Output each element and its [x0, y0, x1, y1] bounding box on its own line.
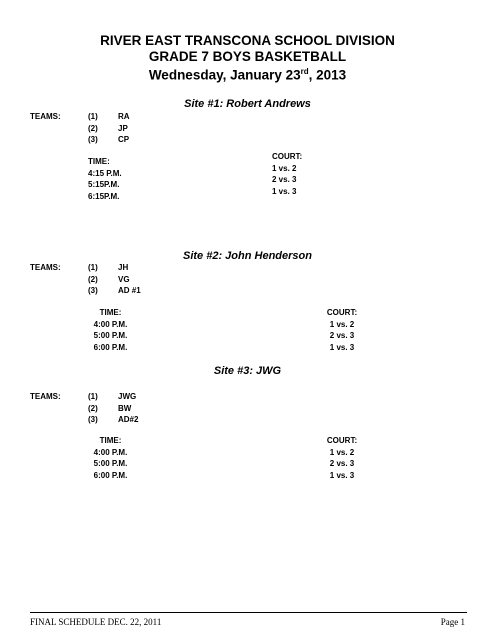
- page-number: Page 1: [440, 617, 465, 627]
- team-name: JP: [118, 123, 128, 133]
- court-header: COURT:: [272, 152, 303, 161]
- team-name: VG: [118, 274, 130, 284]
- site-2-time-column: [82, 307, 139, 353]
- time-slot: 4:15 P.M.: [88, 168, 122, 178]
- team-name: CP: [118, 135, 130, 144]
- team-name: AD #1: [118, 286, 141, 295]
- time-slot: 6:15P.M.: [88, 191, 120, 201]
- team-number: (2): [88, 403, 98, 413]
- team-name: AD#2: [118, 415, 139, 424]
- court-header: COURT:: [326, 436, 358, 445]
- court-matchup: 1 vs. 3: [272, 186, 297, 196]
- team-row: [88, 262, 141, 274]
- time-slot: 5:15P.M.: [88, 180, 120, 189]
- team-row: [88, 111, 130, 123]
- site-2-team-list: [88, 262, 141, 297]
- site-1-title: Site #1: Robert Andrews: [184, 98, 311, 110]
- team-number: (1): [88, 112, 98, 121]
- team-number: (3): [88, 135, 98, 144]
- site-2-court-column: [318, 307, 366, 353]
- footer-divider: [30, 612, 467, 613]
- time-slot: 5:00 P.M.: [93, 459, 128, 468]
- court-header: COURT:: [326, 308, 358, 317]
- time-slot: 6:00 P.M.: [93, 470, 128, 480]
- team-row: [88, 391, 138, 403]
- court-matchup: 1 vs. 3: [329, 470, 355, 480]
- event-date: [0, 67, 495, 83]
- time-slot: 4:00 P.M.: [93, 319, 128, 329]
- team-name: JH: [118, 263, 129, 272]
- time-header: TIME:: [99, 308, 122, 317]
- court-matchup: 1 vs. 2: [329, 319, 355, 329]
- team-row: [88, 285, 141, 297]
- court-matchup: 1 vs. 3: [329, 342, 355, 352]
- team-row: [88, 403, 138, 415]
- site-3-title: Site #3: JWG: [213, 365, 282, 377]
- event-date-year: , 2013: [308, 67, 347, 83]
- court-matchup: 1 vs. 2: [329, 447, 355, 457]
- team-name: BW: [118, 403, 132, 413]
- time-header: TIME:: [99, 436, 122, 445]
- team-number: (1): [88, 263, 98, 272]
- site-2-title: Site #2: John Henderson: [183, 250, 312, 262]
- site-1-time-column: [88, 156, 122, 202]
- footer-schedule-note: FINAL SCHEDULE DEC. 22, 2011: [30, 617, 162, 627]
- document-title: RIVER EAST TRANSCONA SCHOOL DIVISION: [100, 33, 395, 48]
- site-3-team-list: [88, 391, 138, 426]
- court-matchup: 2 vs. 3: [329, 459, 355, 468]
- event-date-main: Wednesday, January 23: [148, 67, 301, 83]
- site-3-court-column: [318, 435, 366, 481]
- time-slot: 4:00 P.M.: [93, 447, 128, 457]
- court-matchup: 1 vs. 2: [272, 163, 297, 173]
- site-1-team-list: [88, 111, 130, 146]
- site-3-teams-label: TEAMS:: [30, 392, 61, 401]
- team-name: JWG: [118, 392, 137, 401]
- team-number: (1): [88, 392, 98, 401]
- event-date-suffix: rd: [300, 67, 309, 76]
- court-matchup: 2 vs. 3: [272, 175, 297, 184]
- site-1-court-column: [272, 151, 302, 197]
- team-row: [88, 274, 141, 286]
- site-3-time-column: [82, 435, 139, 481]
- document-subtitle: GRADE 7 BOYS BASKETBALL: [148, 49, 347, 64]
- time-header: TIME:: [88, 157, 110, 166]
- team-row: [88, 134, 130, 146]
- team-row: [88, 123, 130, 135]
- team-name: RA: [118, 112, 130, 121]
- court-matchup: 2 vs. 3: [329, 331, 355, 340]
- site-1-teams-label: TEAMS:: [30, 112, 61, 121]
- site-2-teams-label: TEAMS:: [30, 263, 61, 272]
- team-number: (2): [88, 274, 98, 284]
- team-row: [88, 414, 138, 426]
- team-number: (2): [88, 123, 98, 133]
- time-slot: 6:00 P.M.: [93, 342, 128, 352]
- team-number: (3): [88, 286, 98, 295]
- team-number: (3): [88, 415, 98, 424]
- time-slot: 5:00 P.M.: [93, 331, 128, 340]
